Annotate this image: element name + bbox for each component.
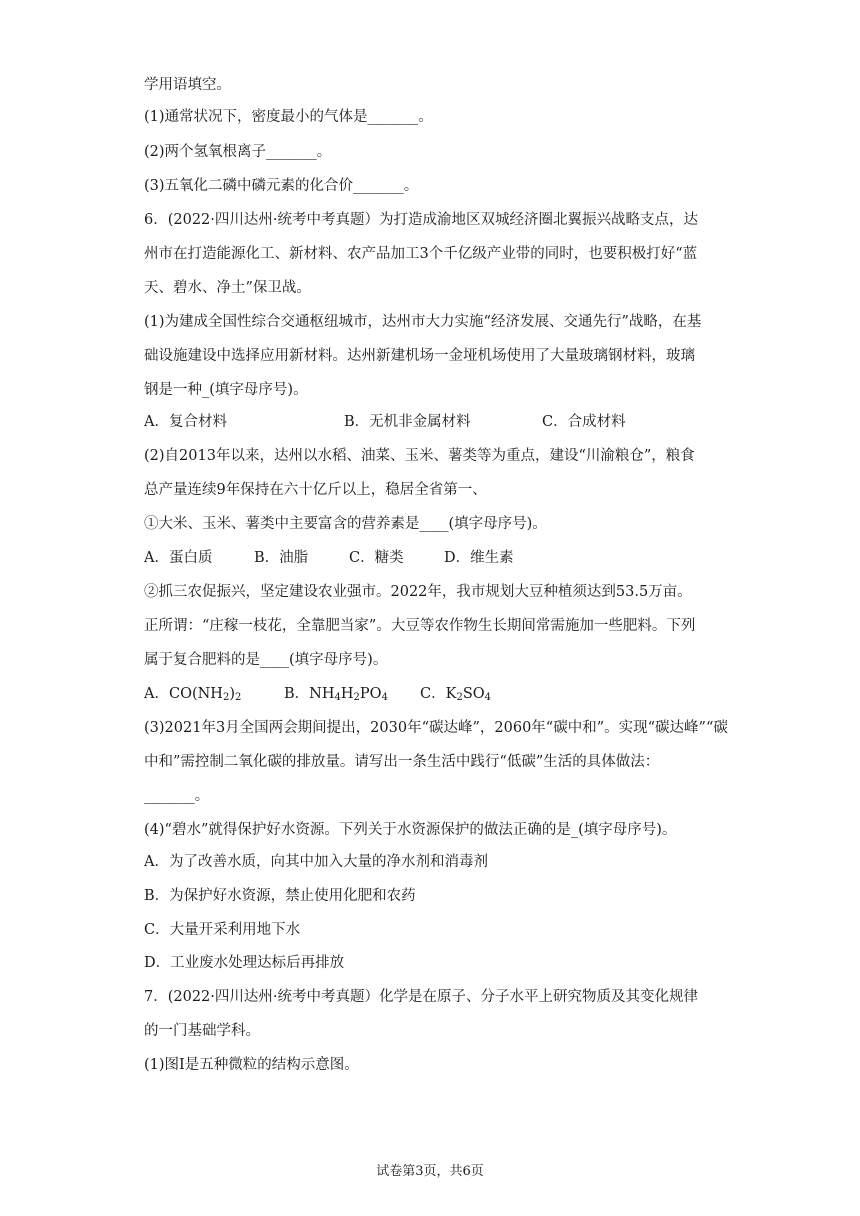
option-c: C．糖类 [349, 550, 404, 566]
option-c: C．大量开采利用地下水 [144, 922, 301, 938]
option-a: A．为了改善水质，向其中加入大量的净水剂和消毒剂 [144, 854, 488, 870]
text-line: 钢是一种_(填字母序号)。 [144, 382, 308, 398]
option-a: A．$CO(NH_2)_2$ [144, 686, 242, 703]
text-line: 总产量连续9年保持在六十亿斤以上，稳居全省第一、 [144, 482, 487, 498]
question-6-stem: 6．(2022·四川达州·统考中考真题）为打造成渝地区双城经济圈北翼振兴战略支点，达 [144, 212, 698, 228]
option-b: B．油脂 [254, 550, 309, 566]
text-line: _______。 [144, 788, 210, 804]
text-line: (1)为建成全国性综合交通枢纽城市，达州市大力实施“经济发展、交通先行”战略，在基 [144, 314, 702, 330]
text-line: 学用语填空。 [144, 77, 231, 93]
text-line: (3)五氧化二磷中磷元素的化合价_______。 [144, 178, 419, 194]
text-line: 正所谓：“庄稼一枝花，全靠肥当家”。大豆等农作物生长期间常需施加一些肥料。下列 [144, 618, 696, 634]
text-line: (1)通常状况下，密度最小的气体是_______。 [144, 109, 433, 125]
text-line: 天、碧水、净土”保卫战。 [144, 280, 311, 296]
text-line: 州市在打造能源化工、新材料、农产品加工3个千亿级产业带的同时，也要积极打好“蓝 [144, 246, 698, 262]
text-line: 属于复合肥料的是____(填字母序号)。 [144, 652, 388, 668]
option-c: C．合成材料 [542, 414, 626, 430]
option-b: B．无机非金属材料 [344, 414, 471, 430]
option-c: C．$K_2SO_4$ [420, 686, 492, 703]
page-footer: 试卷第3页，共6页 [376, 1164, 484, 1179]
text-line: 中和”需控制二氧化碳的排放量。请写出一条生活中践行“低碳”生活的具体做法： [144, 754, 660, 770]
text-line: (1)图I是五种微粒的结构示意图。 [144, 1057, 359, 1073]
text-line: ①大米、玉米、薯类中主要富含的营养素是____(填字母序号)。 [144, 516, 547, 532]
option-a: A．蛋白质 [144, 550, 213, 566]
text-line: 的一门基础学科。 [144, 1023, 260, 1039]
option-a: A．复合材料 [144, 414, 227, 430]
text-line: (3)2021年3月全国两会期间提出，2030年“碳达峰”，2060年“碳中和”。实现“碳达峰”“碳 [144, 720, 728, 736]
option-d: D．工业废水处理达标后再排放 [144, 955, 345, 971]
text-line: 础设施建设中选择应用新材料。达州新建机场一金垭机场使用了大量玻璃钢材料，玻璃 [144, 348, 695, 364]
text-line: ②抓三农促振兴，坚定建设农业强市。2022年，我市规划大豆种植须达到53.5万亩。 [144, 584, 692, 600]
option-b: B．为保护好水资源，禁止使用化肥和农药 [144, 888, 416, 904]
text-line: (4)“碧水”就得保护好水资源。下列关于水资源保护的做法正确的是_(填字母序号)。 [144, 822, 677, 838]
option-d: D．维生素 [444, 550, 514, 566]
text-line: (2)自2013年以来，达州以水稻、油菜、玉米、薯类等为重点，建设“川渝粮仓”，粮食 [144, 448, 695, 464]
option-b: B．$NH_4H_2PO_4$ [284, 686, 388, 703]
question-7-stem: 7．(2022·四川达州·统考中考真题）化学是在原子、分子水平上研究物质及其变化规律 [144, 989, 698, 1005]
text-line: (2)两个氢氧根离子_______。 [144, 144, 332, 160]
